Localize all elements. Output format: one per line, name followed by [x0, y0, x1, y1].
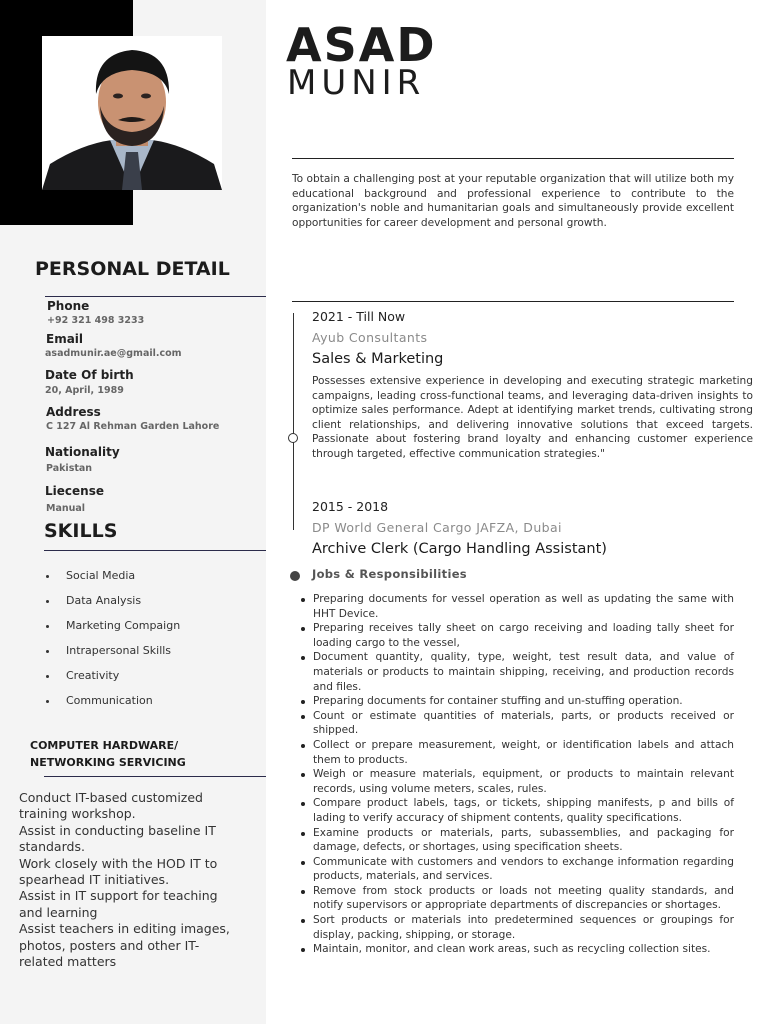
computer-text-line: Work closely with the HOD IT to	[19, 856, 218, 871]
duty-item: Document quantity, quality, type, weight, test result data, and value of materials or products to maintain shipping, receiving, and production records and files.	[300, 650, 734, 694]
skill-item: Communication	[44, 693, 180, 718]
duty-item: Communicate with customers and vendors to exchange information regarding products, materials, and services.	[300, 855, 734, 884]
duty-item: Count or estimate quantities of materials, parts, or products received or shipped.	[300, 709, 734, 738]
computer-text-line: Assist teachers in editing images,	[19, 921, 230, 936]
career-objective: To obtain a challenging post at your reputable organization that will utilize both my educational background and professional experience to contribute to the organization's noble and humanitarian goals and simultaneously provide excellent opportunities for career development and personal growth.	[292, 173, 734, 229]
computer-text-line: related matters	[19, 954, 117, 969]
duties-list	[300, 592, 734, 957]
job-company: DP World General Cargo JAFZA, Dubai	[312, 520, 562, 535]
skill-item: Creativity	[44, 668, 180, 693]
personal-detail-heading: PERSONAL DETAIL	[35, 258, 230, 280]
computer-section-heading	[30, 737, 186, 771]
computer-text-line: Assist in conducting baseline IT	[19, 823, 216, 838]
dob-value: 20, April, 1989	[45, 385, 124, 396]
duty-item: Sort products or materials into predetermined sequences or groupings for display, packing, shipping, or storage.	[300, 913, 734, 942]
skill-item: Data Analysis	[44, 593, 180, 618]
skill-item: Marketing Compaign	[44, 618, 180, 643]
duty-item: Compare product labels, tags, or tickets, shipping manifests, p and bills of lading to verify accuracy of shipment contents, quality specifications.	[300, 796, 734, 825]
job-description: Possesses extensive experience in developing and executing strategic marketing campaigns, leading cross-functional teams, and leveraging data-driven insights to optimize sales performance. Adept at identifying market trends, cultivating strong client relationships, and delivering innovative solutions that exceed targets. Passionate about fostering brand loyalty and enhancing customer experience through targeted, effective communication strategies."	[312, 375, 753, 460]
timeline-node	[288, 433, 298, 443]
computer-text-line: and learning	[19, 905, 98, 920]
objective-top-divider	[292, 158, 734, 159]
computer-divider	[44, 776, 266, 777]
phone-value: +92 321 498 3233	[47, 315, 145, 326]
skills-list	[44, 568, 180, 718]
computer-heading-line1: COMPUTER HARDWARE/	[30, 739, 179, 752]
license-label: Liecense	[45, 484, 104, 498]
duty-item: Preparing documents for container stuffing and un-stuffing operation.	[300, 694, 734, 709]
job-role: Sales & Marketing	[312, 351, 444, 367]
job-role: Archive Clerk (Cargo Handling Assistant)	[312, 541, 607, 557]
phone-label: Phone	[47, 299, 90, 313]
experience-top-divider	[292, 301, 734, 302]
duty-item: Collect or prepare measurement, weight, or identification labels and attach them to products.	[300, 738, 734, 767]
job-period: 2021 - Till Now	[312, 309, 406, 324]
computer-text-line: Conduct IT-based customized	[19, 790, 203, 805]
personal-detail-divider	[45, 296, 266, 297]
job-company: Ayub Consultants	[312, 330, 428, 345]
address-value: C 127 Al Rehman Garden Lahore	[46, 421, 220, 432]
computer-text-line: standards.	[19, 839, 85, 854]
duty-item: Maintain, monitor, and clean work areas, such as recycling collection sites.	[300, 942, 734, 957]
computer-text-line: training workshop.	[19, 806, 136, 821]
skill-item: Social Media	[44, 568, 180, 593]
nationality-value: Pakistan	[46, 463, 93, 474]
computer-text-line: Assist in IT support for teaching	[19, 888, 218, 903]
skills-heading: SKILLS	[44, 520, 118, 542]
duty-item: Remove from stock products or loads not meeting quality standards, and notify supervisors or appropriate departments of discrepancies or shortages.	[300, 884, 734, 913]
portrait-illustration	[42, 36, 222, 190]
computer-heading-line2: NETWORKING SERVICING	[30, 756, 186, 769]
duty-item: Weigh or measure materials, equipment, or products to maintain relevant records, using volume meters, scales, rules.	[300, 767, 734, 796]
nationality-label: Nationality	[45, 445, 120, 459]
profile-photo	[42, 36, 222, 190]
skill-item: Intrapersonal Skills	[44, 643, 180, 668]
duty-item: Preparing receives tally sheet on cargo receiving and loading tally sheet for loading cargo to the vessel,	[300, 621, 734, 650]
timeline-line	[293, 313, 294, 530]
first-name: ASAD	[286, 18, 437, 72]
computer-text-line: photos, posters and other IT-	[19, 938, 200, 953]
computer-text-line: spearhead IT initiatives.	[19, 872, 170, 887]
skills-divider	[44, 550, 266, 551]
dob-label: Date Of birth	[45, 368, 134, 382]
duty-item: Examine products or materials, parts, subassemblies, and packaging for damage, defects, or shortages, using specification sheets.	[300, 826, 734, 855]
duty-item: Preparing documents for vessel operation as well as updating the same with HHT Device.	[300, 592, 734, 621]
job-period: 2015 - 2018	[312, 499, 389, 514]
email-value: asadmunir.ae@gmail.com	[45, 348, 182, 359]
responsibilities-bullet-icon	[290, 571, 300, 581]
email-label: Email	[46, 332, 84, 346]
responsibilities-heading: Jobs & Responsibilities	[312, 567, 467, 581]
license-value: Manual	[46, 503, 86, 514]
address-label: Address	[46, 405, 101, 419]
last-name: MUNIR	[287, 63, 426, 103]
